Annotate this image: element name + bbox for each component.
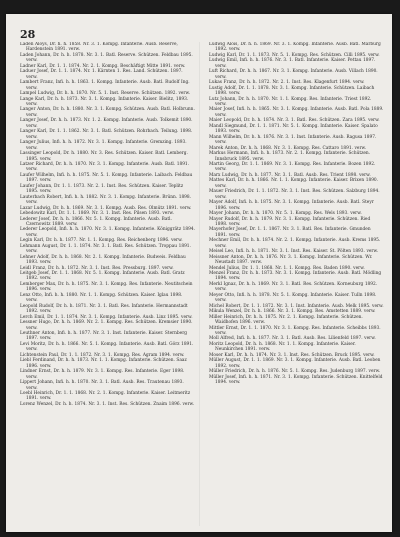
register-entry: Liebl Ferdinand, Dr. h. h. 1873. Nr. 1. 1. Kompg. Infanterie. Schützen. Saaz 1896. verw. [20,358,187,369]
register-entry: Mikula Wenzel, Dr. h. h. 1866. Nr. 3. 1. Kompg. Res. Amstetten 1889. verw. [209,309,376,315]
register-entry: Mattes Karl, Dr. h. h. 1866. Nr. 1. 1. Kompg. Infanterie. Kaiser. Brixen 1890. verw. [209,178,379,189]
register-entry: Marek Anton, Dr. h. h. 1868. Nr. 3. 1. Kompg. Res. Cattaro 1891. verw. [209,145,367,151]
register-entry: Lederer Josef, Dr. h. h. 1866. Nr. 5. 1. Kompg. Infanterie. Ausb. Batl. Czernowitz 1889. verw. [20,216,172,227]
register-entry: Müller August, Dr. 1. 1. 1869. Nr. 3. 1. Kompg. Infanterie. Ausb. Batl. Leoben 1892. verw. [209,358,381,369]
register-entry: Ludwig Emil, Infi. h. h. 1876. Nr. 3. 1. Batl. Infanterie. Kaiser. Pettau 1897. verw. [209,58,376,69]
register-entry: Müller Friedrich, Dr. h. h. 1876. Nr. 5. 1. Kompg. Res. Judenburg 1897. verw. [209,369,381,375]
register-entry: Luft Richard, Dr. h. h. 1867. Nr. 3. 1. Kompg. Infanterie. Ausb. Villach 1890. verw. [209,69,378,80]
register-entry: Lambert Franz, Infi. h. h. 1863. 1. Kompg. Infanterie. Ausb. Batl. Rudolf Ing. verw. [20,80,190,91]
register-entry: Lippert Johann, Infi. h. h. 1870. Nr. 3. 1. Batl. Ausb. Res. Trautenau 1893. verw. [20,380,184,391]
register-entry: Laden Johann, Dr. h. h. 1878. Nr. 3. 1. Batl. Reserve. Schützen. Feldbau 1895. verw. [20,52,193,64]
register-entry: Lebedowitz Karl, Dr. 1. 1. 1869. Nr. 3. 1. Inst. Res. Pilsen 1893. verw. [20,211,174,217]
register-entry: Marx Ludwig, Dr. h. h. 1877. Nr. 3. 1. Batl. Ausb. Res. Trient 1898. verw. [209,172,371,178]
register-entry: Langer Anton, Dr. h. h. 1880. Nr. 3. 1. Kompg. Schützen. Ausb. Batl. Holbrunn. verw. [20,107,195,118]
register-entry: Laufer Johann, Dr. 1. 1. 1873. Nr. 2. 1. Inst. Res. Schützen. Kaiser. Teplitz 1895. verw. [20,183,184,195]
register-entry: Laden Aloys, Dr. h. h. 1858. Nr. 3. 1. Kompg. Infanterie. Ausb. Reserve, Hardenstein 1891. verw. [20,42,178,53]
register-entry: Mayerhofer Josef, Dr. 1. 1. 1867. Nr. 3. 1. Batl. Res. Infanterie. Gmunden 1891. verw. [209,227,371,238]
register-entry: Mayer Johann, Dr. h. h. 1870. Nr. 5. 1. Kompg. Res. Wels 1893. verw. [209,211,362,217]
register-entry: Lehmann August, Dr. 1. 1. 1874. Nr. 3. 1. Batl. Res. Schützen. Troppau 1891. verw. [20,243,191,255]
register-entry: Mendel Julius, Dr. 1. 1. 1868. Nr. 1. 1. Kompg. Res. Baden 1890. verw. [209,265,365,271]
register-entry: Laufer Wilhelm, Infi. h. h. 1875. Nr. 5. 1. Kompg. Infanterie. Laibach. Feldbau 1897. verw. [20,172,193,184]
page-number: 28 [20,28,36,41]
register-entry: Lukas Franz, Dr. h. h. 1872. Nr. 2. 1. Inst. Res. Klagenfurt 1894. verw. [209,80,365,86]
register-entry: Lenz Otto, Infi. h. h. 1880. Nr. 1. 1. Kompg. Schützen. Kaiser. Iglau 1898. verw. [20,292,183,304]
register-entry: Maier Leopold, Dr. h. h. 1874. Nr. 3. 1. Batl. Res. Schützen. Zara 1895. verw. [209,118,380,124]
register-entry: Mayer Adolf, Infi. h. h. 1875. Nr. 3. 1. Kompg. Infanterie. Ausb. Batl. Steyr 1896. verw. [209,200,374,211]
register-entry: Legin Karl, Dr. h. h. 1877. Nr. 1. 1. Kompg. Res. Reichenberg 1896. verw. [20,238,183,244]
register-entry: Laduer Josef, Dr. 1. 1. 1874. Nr. 1. Kärnten 1. Res. Land. Schützen. 1897. verw. [20,69,183,80]
register-entry: Leidl Franz, Dr. h. h. 1872. Nr. 3. 1. Inst. Res. Pressburg. 1897. verw. [20,265,174,271]
register-entry: Mauer Friedrich, Dr. 1. 1. 1872. Nr. 3. 1. Inst. Res. Schützen. Salzburg 1894. verw. [209,189,380,200]
register-entry: Menzel Franz, Dr. h. h. 1873. Nr. 3. 1. Kompg. Infanterie. Ausb. Batl. Mödling 1894. verw. [209,271,382,282]
register-entry: Mechner Emil, Dr. h. h. 1874. Nr. 2. 1. Kompg. Infanterie. Ausb. Krems 1895. verw. [209,238,381,249]
register-entry: Ludwig Karl, Dr. 1. 1. 1873. Nr. 5. 1. Kompg. Res. Schützen. Cilli 1895. verw. [209,52,380,58]
register-entry: Mayer Rudolf, Dr. h. h. 1879. Nr. 3. 1. Kompg. Infanterie. Schützen. Ried 1898. verw. [209,216,371,227]
document-page [6,14,392,532]
register-entry: Moser Karl, Dr. h. h. 1874. Nr. 3. 1. Inst. Res. Schützen. Bruck 1895. verw. [209,352,375,358]
register-entry: Langer Josef, Dr. h. h. 1873. Nr. 1. 2. Kompg. Infanterie. Ausb. Tolkemit 1890. verw. [20,118,193,129]
register-entry: Lerch Emil, Dr. 1. 1. 1874. Nr. 3. 1. Kompg. Infanterie. Ausb. Linz 1895. verw. [20,314,193,320]
register-entry: Lichtenstein Paul, Dr. 1. 1. 1872. Nr. 3. 1. Kompg. Res. Agram 1894. verw. [20,352,185,358]
register-entry: Latzer Richard, Dr. h. h. 1870. Nr. 3. 1. Kompg. Infanterie. Ausb. Batl. 1891. verw. [20,161,190,173]
register-entry: Langer Julius, Infi. h. h. 1872. Nr. 3. 1. Kompg. Infanterie. Gremzing. 1893. verw. [20,140,187,151]
register-entry: Loebl Heinrich, Dr. 1. 1. 1868. Nr. 2. 1. Kompg. Infanterie. Kaiser. Leitmeritz 1891. verw. [20,391,191,402]
register-entry: Lederer Leopold, Infi. h. h. 1870. Nr. 3. 1. Kompg. Infanterie. Königgrätz 1894. verw. [20,227,195,238]
register-entry: Lorenz Wenzel, Dr. h. h. 1874. Nr. 3. 1. Inst. Res. Schützen. Znaim 1896. verw. [20,401,195,407]
register-entry: Lemberger Max, Dr. h. h. 1875. Nr. 3. 1. Kompg. Res. Infanterie. Neutitschein 1896. verw. [20,281,193,293]
register-entry: Lessner Hugo, Dr. h. h. 1869. Nr. 2. 1. Kompg. Res. Schützen. Kremsier 1890. verw. [20,320,193,331]
column-gutter [199,42,200,526]
register-entry: Mann Wilhelm, Dr. h. h. 1876. Nr. 3. 1. Inst. Infanterie. Ausb. Ragusa 1897. verw. [209,134,377,146]
register-entry: Miller Heinrich, Dr. h. h. 1875. Nr. 2. 1. Kompg. Infanterie. Schützen. Waidhofen 1896. verw. [209,314,363,326]
register-entry: Lindner Ernst, Dr. h. h. 1879. Nr. 3. 1. Kompg. Res. Infanterie. Eger 1898. verw. [20,369,185,380]
register-entry: Meyer Otto, Infi. h. h. 1878. Nr. 5. 1. Kompg. Infanterie. Kaiser. Tulln 1898. verw. [209,292,377,304]
register-entry: Markus Hermann, Infi. h. h. 1873. Nr. 2. 1. Kompg. Infanterie. Schützen. Innsbruck 1895. verw. [209,151,371,162]
register-entry: Moll Alfred, Infi. h. h. 1877. Nr. 3. 1. Batl. Ausb. Res. Lilienfeld 1897. verw. [209,336,376,342]
register-entry: Martin Georg, Dr. 1. 1. 1869. Nr. 3. 1. Kompg. Res. Infanterie. Bozen 1892. verw. [209,161,376,173]
register-entry: Lehner Adolf, Dr. h. h. 1868. Nr. 2. 1. Kompg. Infanterie. Budweis. Feldbau 1893. verw. [20,254,186,266]
register-entry: Meissner Anton, Dr. h. h. 1876. Nr. 3. 1. Kompg. Infanterie. Schützen. Wr. Neustadt 1897. verw. [209,254,373,266]
register-entry: Lauterbach Robert, Infi. h. h. 1882. Nr. 3. 1. Kompg. Infanterie. Brünn. 1898. verw. [20,194,192,206]
register-entry: Lange Karl, Dr. h. h. 1873. Nr. 3. 1. Kompg. Infanterie. Kaiser. Bielitz, 1893. verw. [20,96,189,107]
register-entry: Lampel Ludwig, Dr. h. h. 1870. Nr. 5. 1. Inst. Reserve. Schützen. 1892. verw. [20,91,191,97]
register-entry: Merkl Ignaz, Dr. h. h. 1869. Nr. 3. 1. Batl. Res. Schützen. Korneuburg 1892. verw. [209,281,378,293]
left-column [20,42,195,528]
register-entry: Langer Karl, Dr. 1. 1. 1862. Nr. 3. 1. Batl. Schützen. Rohrbach. Teilung. 1898. verw. [20,129,193,140]
right-column [209,42,384,528]
register-entry: Lustig Adolf, Dr. 1. 1. 1878. Nr. 3. 1. Kompg. Infanterie. Schützen. Laibach 1898. verw. [209,85,375,97]
register-entry: Moritz Leopold, Dr. h. h. 1868. Nr. 1. 1. Kompg. Infanterie. Kaiser. Neunkirchen 1891. verw. [209,341,356,353]
register-entry: Ladner Karl, Dr. 1. 1. 1874. Nr. 2. 1. Kompg. Beschäftigt Mitte 1891. verw. [20,63,186,69]
register-entry: Ludwig Alois, Dr. h. h. 1869. Nr. 3. 1. Kompg. Infanterie. Ausb. Batl. Marburg 1892. verw. [209,42,381,53]
register-entry: Leopold Rudolf, Dr. h. h. 1871. Nr. 3. 1. Batl. Res. Infanterie. Hermannstadt 1892. verw. [20,303,188,315]
register-entry: Müller Josef, Infi. h. h. 1871. Nr. 3. 1. Kompg. Infanterie. Schützen. Knittelfeld 1894. verw. [209,374,383,386]
register-entry: Mandl Siegmund, Dr. 1. 1. 1871. Nr. 5. 1. Kompg. Infanterie. Kaiser. Spalato 1893. verw. [209,123,378,135]
register-entry: Lazar Ludwig, Dr. h. h. 1869. Nr. 3. 1. Kompg. Ausb. Res. Olmütz 1891. verw. [20,205,192,211]
register-entry: Lutz Johann, Dr. h. h. 1870. Nr. 1. 1. Kompg. Res. Infanterie. Triest 1892. verw. [209,96,372,107]
register-entry: Leitgeb Josef, Dr. 1. 1. 1868. Nr. 5. 1. Kompg. Infanterie. Ausb. Batl. Gratz 1892. verw. [20,271,185,282]
register-entry: Meisel Leo, Infi. h. h. 1871. Nr. 3. 1. Inst. Res. Kaiser. St. Pölten 1893. verw. [209,249,379,255]
register-entry: Levi Moritz, Dr. h. h. 1866. Nr. 5. 1. Kompg. Infanterie. Ausb. Batl. Görz 1891. verw. [20,341,194,353]
register-entry: Lassinger Leopold, Dr. h. 1880. Nr. 3. Res. Schützen. Kaiser. Batl. Lemberg. 1895. verw. [20,151,188,162]
register-entry: Mittler Ernst, Dr. 1. 1. 1870. Nr. 3. 1. Kompg. Res. Infanterie. Scheibbs 1893. verw. [209,325,381,337]
register-entry: Leuthner Anton, Infi. h. h. 1877. Nr. 3. 1. Inst. Infanterie. Kaiser. Sternberg 1897. verw. [20,331,188,342]
register-entry: Maier Josef, Infi. h. h. 1865. Nr. 3. 1. Kompg. Infanterie. Ausb. Batl. Pola 1889. verw. [209,107,384,118]
register-entry: Michel Robert, Dr. 1. 1. 1872. Nr. 3. 1. Inst. Infanterie. Ausb. Melk 1895. verw. [209,303,384,309]
